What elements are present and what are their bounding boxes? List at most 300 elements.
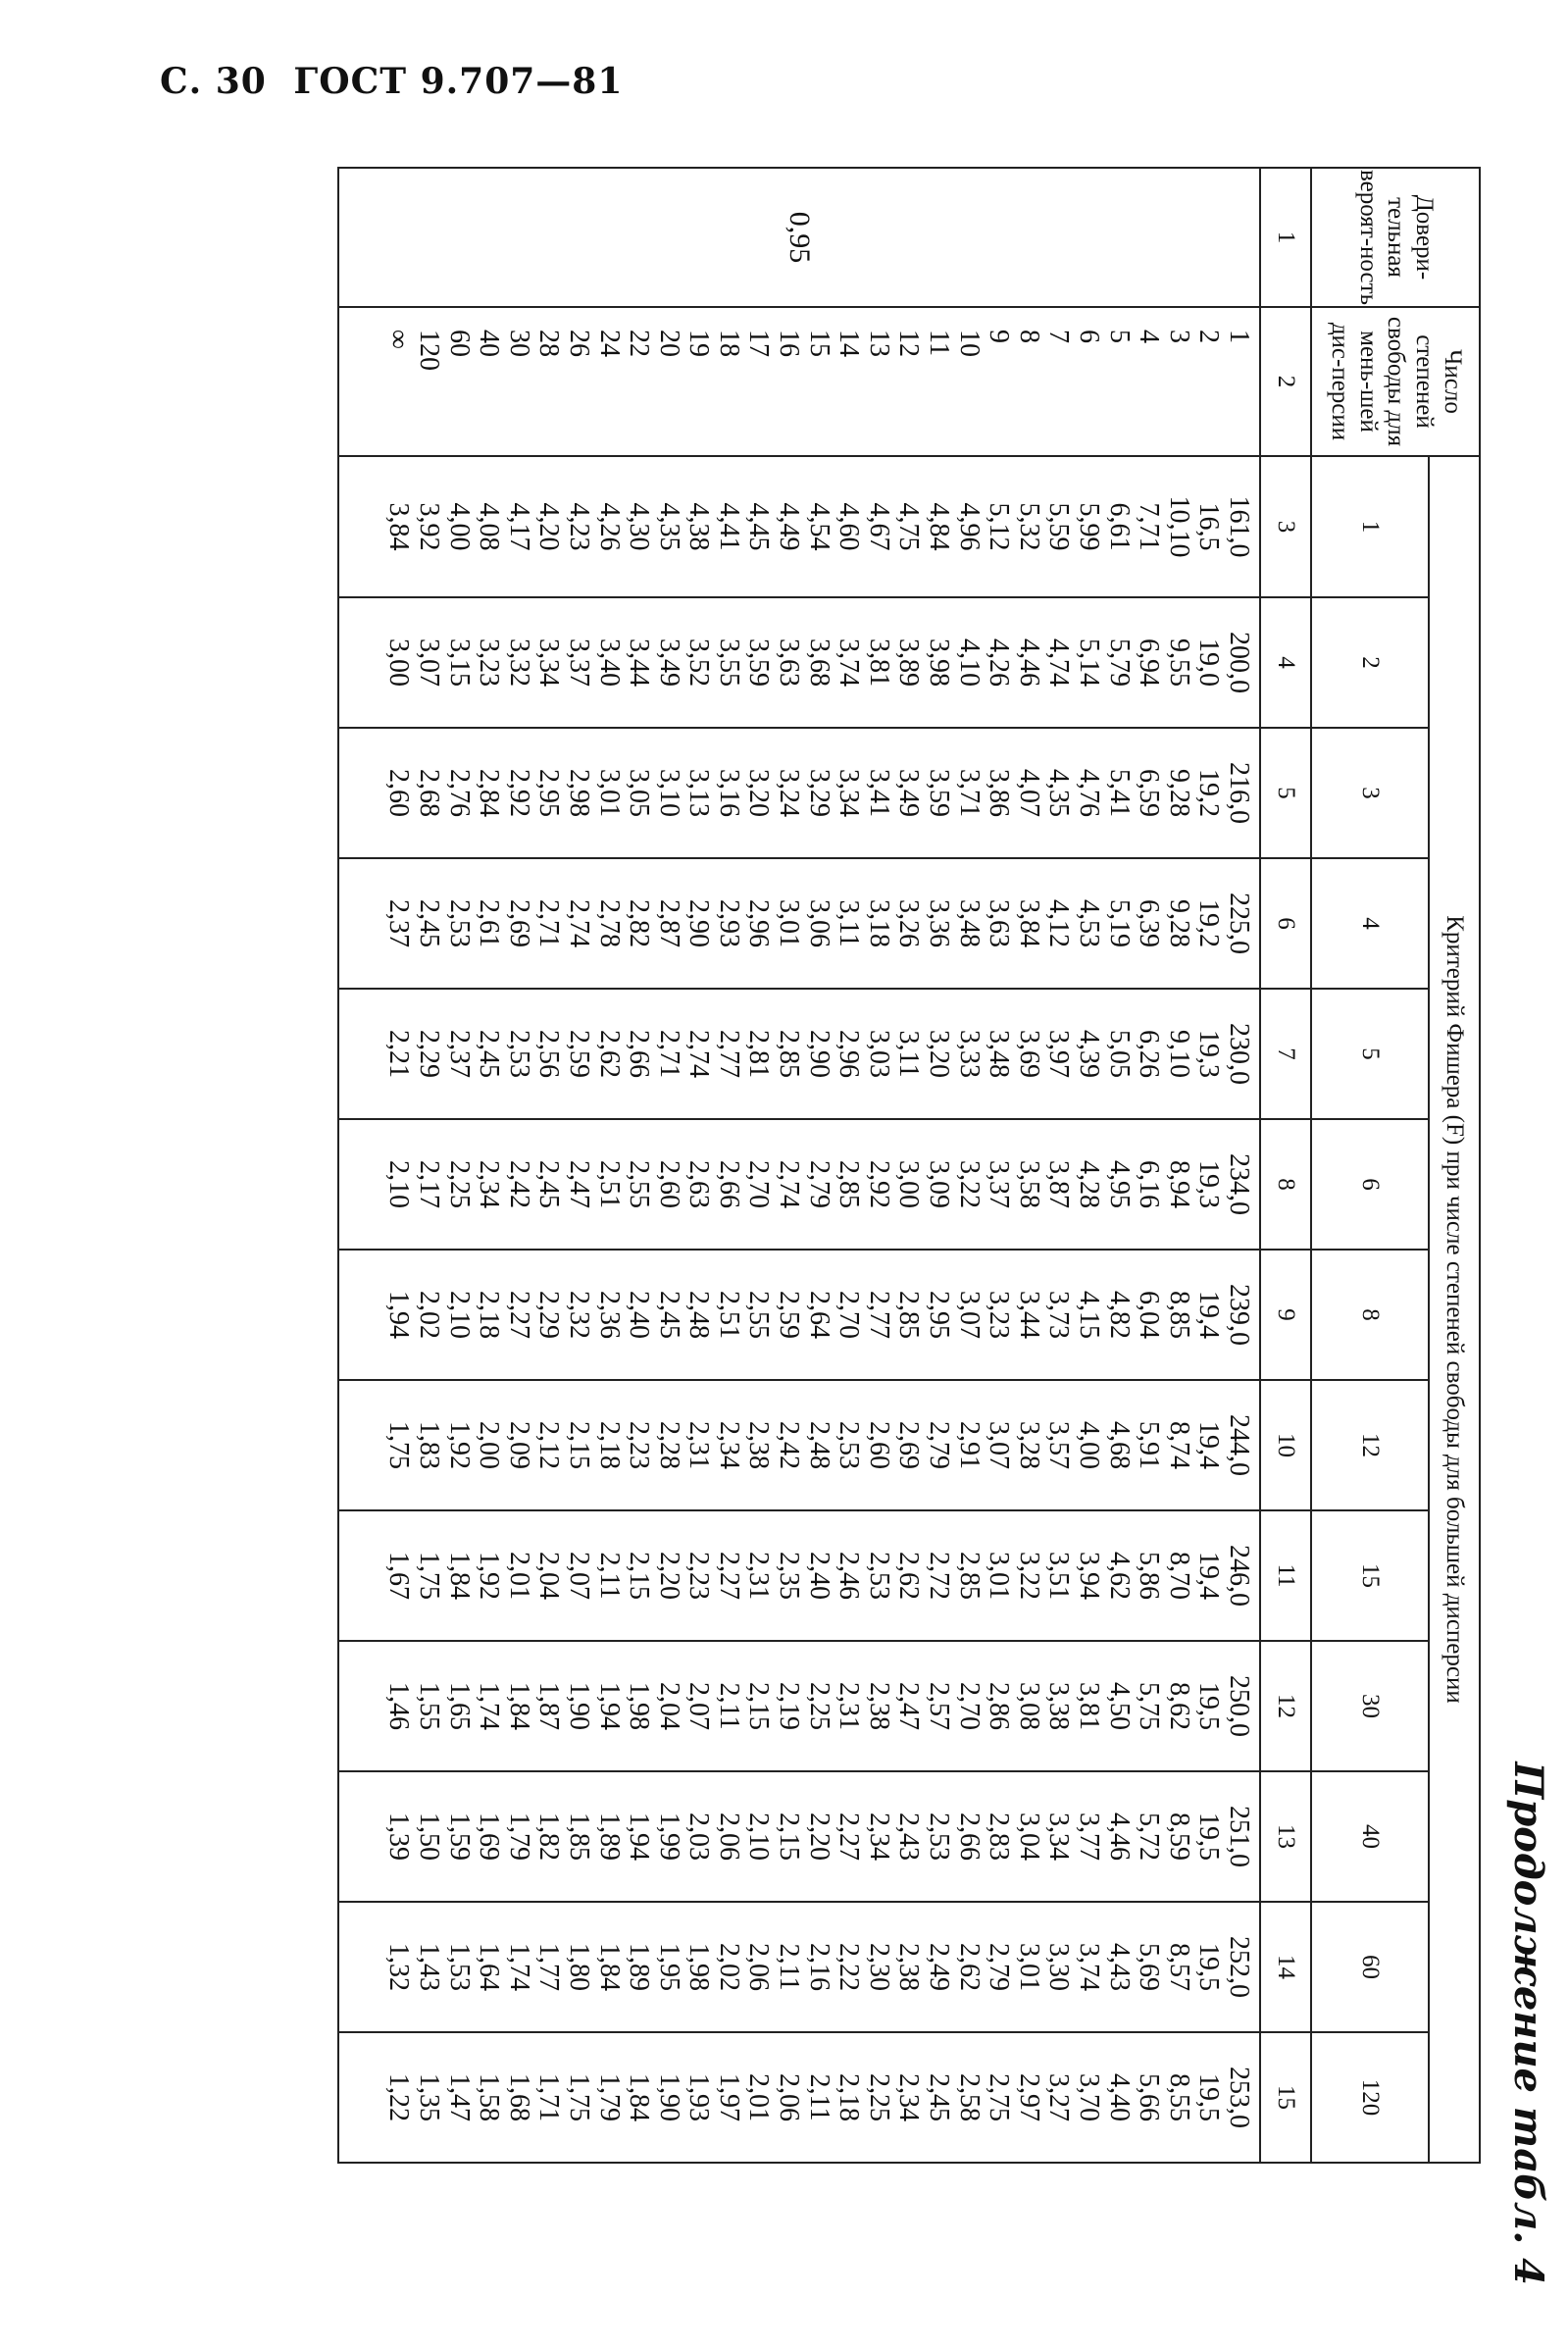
f-value: 1,89 (593, 1813, 625, 1861)
f-value: 3,81 (863, 638, 894, 687)
f-value: 1,80 (563, 1943, 594, 1991)
f-value: 239,0 (1224, 1284, 1254, 1346)
f-value: 1,84 (624, 2073, 655, 2121)
f-value: 3,97 (1043, 1030, 1075, 1078)
f-value: 3,51 (1043, 1552, 1075, 1600)
df-small-value: 3 (1163, 330, 1194, 343)
f-value: 2,45 (413, 899, 444, 947)
f-value: 3,63 (774, 638, 805, 687)
df-small-value: 19 (683, 330, 715, 357)
f-value: 2,69 (893, 1421, 925, 1469)
f-value: 3,09 (924, 1160, 955, 1208)
f-value: 3,23 (474, 638, 505, 687)
f-value: 10,10 (1163, 495, 1194, 558)
f-value: 3,07 (984, 1421, 1015, 1469)
f-value: 3,44 (1013, 1291, 1044, 1339)
f-value: 3,59 (743, 638, 775, 687)
f-value: 3,16 (713, 769, 744, 817)
f-value: 3,38 (1043, 1682, 1075, 1730)
f-value: 2,03 (683, 1813, 715, 1861)
f-value: 2,96 (834, 1030, 865, 1078)
f-value: 2,47 (893, 1682, 925, 1730)
f-value: 5,72 (1134, 1813, 1165, 1861)
standard-number: ГОСТ 9.707—81 (293, 61, 624, 102)
f-value: 2,00 (474, 1421, 505, 1469)
f-value: 1,92 (474, 1552, 505, 1600)
f-value: 2,57 (924, 1682, 955, 1730)
f-value: 1,84 (593, 1943, 625, 1991)
f-value: 3,40 (593, 638, 625, 687)
f-value: 5,79 (1103, 638, 1135, 687)
f-value: 2,23 (624, 1421, 655, 1469)
f-value: 4,74 (1043, 638, 1075, 687)
f-value: 3,33 (953, 1030, 985, 1078)
column-number: 15 (1260, 2032, 1311, 2163)
f-value: 9,55 (1163, 638, 1194, 687)
f-value: 2,38 (743, 1421, 775, 1469)
f-value: 3,30 (1043, 1943, 1075, 1991)
f-value: 3,37 (984, 1160, 1015, 1208)
f-value: 4,54 (803, 502, 835, 551)
f-value: 2,56 (533, 1030, 565, 1078)
f-value: 8,59 (1163, 1813, 1194, 1861)
f-value: 2,25 (443, 1160, 475, 1208)
f-value: 19,2 (1193, 899, 1225, 947)
f-value: 3,48 (953, 899, 985, 947)
f-value: 2,11 (593, 1552, 625, 1600)
f-value: 3,49 (653, 638, 684, 687)
f-value: 2,07 (683, 1682, 715, 1730)
f-value: 3,28 (1013, 1421, 1044, 1469)
f-value: 2,45 (474, 1030, 505, 1078)
f-value: 2,68 (413, 769, 444, 817)
f-value: 3,24 (774, 769, 805, 817)
f-value: 3,34 (533, 638, 565, 687)
f-value: 2,10 (443, 1291, 475, 1339)
df-small-value: 9 (984, 330, 1015, 343)
f-value: 3,63 (984, 899, 1015, 947)
f-value: 4,26 (593, 502, 625, 551)
df-large-header: 120 (1311, 2032, 1429, 2163)
f-value: 1,68 (503, 2073, 534, 2121)
df-small-value: 120 (413, 330, 444, 371)
f-value: 8,55 (1163, 2073, 1194, 2121)
f-value: 4,62 (1103, 1552, 1135, 1600)
f-value: 2,70 (743, 1160, 775, 1208)
f-value: 5,91 (1134, 1421, 1165, 1469)
f-value-column (338, 1119, 1260, 1250)
f-value: 8,94 (1163, 1160, 1194, 1208)
f-value: 3,87 (1043, 1160, 1075, 1208)
f-value: 2,49 (924, 1943, 955, 1991)
df-small-value: ∞ (383, 330, 415, 349)
f-value: 5,99 (1074, 502, 1105, 551)
f-value: 2,11 (774, 1943, 805, 1991)
f-value: 2,36 (593, 1291, 625, 1339)
f-value: 2,92 (863, 1160, 894, 1208)
f-value: 2,77 (713, 1030, 744, 1078)
f-value: 3,52 (683, 638, 715, 687)
f-value: 2,45 (653, 1291, 684, 1339)
f-value: 2,85 (953, 1552, 985, 1600)
f-value: 7,71 (1134, 502, 1165, 551)
f-value: 2,77 (863, 1291, 894, 1339)
f-value: 3,01 (774, 899, 805, 947)
f-value: 2,40 (803, 1552, 835, 1600)
df-small-value: 6 (1074, 330, 1105, 343)
f-value: 3,22 (1013, 1552, 1044, 1600)
f-value: 2,79 (984, 1943, 1015, 1991)
f-value: 2,66 (713, 1160, 744, 1208)
f-value: 251,0 (1224, 1806, 1254, 1867)
f-value: 3,86 (984, 769, 1015, 817)
df-small-value: 1 (1224, 330, 1254, 343)
f-value: 5,05 (1103, 1030, 1135, 1078)
f-value: 253,0 (1224, 2067, 1254, 2128)
rotated-table-area (216, 167, 1549, 2295)
f-value: 2,02 (713, 1943, 744, 1991)
f-value: 4,20 (533, 502, 565, 551)
f-value: 19,5 (1193, 1813, 1225, 1861)
f-value: 3,84 (1013, 899, 1044, 947)
f-value-column (338, 1641, 1260, 1771)
f-value: 2,85 (893, 1291, 925, 1339)
f-value: 2,53 (924, 1813, 955, 1861)
f-value: 4,96 (953, 502, 985, 551)
f-value: 19,4 (1193, 1552, 1225, 1600)
f-value: 19,5 (1193, 1943, 1225, 1991)
f-value: 3,89 (893, 638, 925, 687)
f-value: 1,55 (413, 1682, 444, 1730)
f-value: 2,15 (743, 1682, 775, 1730)
df-small-value: 7 (1043, 330, 1075, 343)
f-value: 4,00 (1074, 1421, 1105, 1469)
f-value: 5,69 (1134, 1943, 1165, 1991)
f-value: 2,16 (803, 1943, 835, 1991)
f-value: 1,84 (503, 1682, 534, 1730)
f-value: 3,92 (413, 502, 444, 551)
f-value: 1,53 (443, 1943, 475, 1991)
f-value: 4,08 (474, 502, 505, 551)
f-value: 3,22 (953, 1160, 985, 1208)
f-value: 4,15 (1074, 1291, 1105, 1339)
df-small-value: 14 (834, 330, 865, 357)
f-value: 2,72 (924, 1552, 955, 1600)
f-value: 3,15 (443, 638, 475, 687)
f-value: 2,53 (863, 1552, 894, 1600)
f-value: 8,70 (1163, 1552, 1194, 1600)
column-number: 5 (1260, 728, 1311, 858)
f-value: 2,06 (743, 1943, 775, 1991)
f-value: 4,53 (1074, 899, 1105, 947)
f-value: 2,35 (774, 1552, 805, 1600)
f-value: 1,83 (413, 1421, 444, 1469)
f-value: 2,34 (474, 1160, 505, 1208)
column-number: 2 (1260, 307, 1311, 456)
f-value: 1,75 (383, 1421, 415, 1469)
f-value: 2,34 (893, 2073, 925, 2121)
f-value: 2,17 (413, 1160, 444, 1208)
f-value: 3,41 (863, 769, 894, 817)
f-value: 4,41 (713, 502, 744, 551)
f-value: 2,66 (624, 1030, 655, 1078)
f-value: 5,12 (984, 502, 1015, 551)
f-value: 5,41 (1103, 769, 1135, 817)
f-value: 1,32 (383, 1943, 415, 1991)
df-large-header: 2 (1311, 597, 1429, 728)
f-value-column (338, 1380, 1260, 1510)
f-value: 1,39 (383, 1813, 415, 1861)
f-value: 2,22 (834, 1943, 865, 1991)
df-small-value: 5 (1103, 330, 1135, 343)
f-value: 4,30 (624, 502, 655, 551)
f-value: 1,47 (443, 2073, 475, 2121)
f-value: 1,75 (413, 1552, 444, 1600)
f-value: 1,99 (653, 1813, 684, 1861)
f-value: 2,90 (803, 1030, 835, 1078)
column-number: 13 (1260, 1771, 1311, 1902)
df-small-value: 12 (893, 330, 925, 357)
f-value: 2,58 (953, 2073, 985, 2121)
df-small-value: 16 (774, 330, 805, 357)
f-value: 2,18 (593, 1421, 625, 1469)
f-value: 3,71 (953, 769, 985, 817)
f-value: 2,23 (683, 1552, 715, 1600)
f-value: 2,01 (743, 2073, 775, 2121)
f-value: 5,75 (1134, 1682, 1165, 1730)
f-value: 2,95 (924, 1291, 955, 1339)
f-value: 3,27 (1043, 2073, 1075, 2121)
f-value: 8,57 (1163, 1943, 1194, 1991)
f-value: 1,82 (533, 1813, 565, 1861)
f-value: 4,35 (1043, 769, 1075, 817)
f-value: 2,20 (653, 1552, 684, 1600)
f-value: 4,60 (834, 502, 865, 551)
f-value: 2,76 (443, 769, 475, 817)
f-value: 4,40 (1103, 2073, 1135, 2121)
f-value: 4,26 (984, 638, 1015, 687)
column-number: 10 (1260, 1380, 1311, 1510)
f-value: 6,26 (1134, 1030, 1165, 1078)
group-header: Критерий Фишера (F) при числе степеней свободы для большей дисперсии (1429, 456, 1480, 2163)
f-value-column (338, 456, 1260, 597)
f-value: 1,35 (413, 2073, 444, 2121)
f-value: 3,20 (743, 769, 775, 817)
f-value: 4,76 (1074, 769, 1105, 817)
f-value: 4,35 (653, 502, 684, 551)
f-value: 6,94 (1134, 638, 1165, 687)
f-value: 4,67 (863, 502, 894, 551)
f-value: 2,19 (774, 1682, 805, 1730)
f-value: 1,74 (474, 1682, 505, 1730)
f-value: 4,28 (1074, 1160, 1105, 1208)
f-value: 19,5 (1193, 1682, 1225, 1730)
f-value: 9,28 (1163, 899, 1194, 947)
f-value-column (338, 2032, 1260, 2163)
f-value: 2,34 (713, 1421, 744, 1469)
f-value: 16,5 (1193, 502, 1225, 551)
column-number: 14 (1260, 1902, 1311, 2032)
df-small-value: 26 (563, 330, 594, 357)
f-value: 2,09 (503, 1421, 534, 1469)
f-value: 250,0 (1224, 1675, 1254, 1737)
df-small-value: 28 (533, 330, 565, 357)
f-value: 4,45 (743, 502, 775, 551)
f-value: 2,83 (984, 1813, 1015, 1861)
df-small-value: 60 (443, 330, 475, 357)
f-value: 2,86 (984, 1682, 1015, 1730)
f-value: 2,38 (893, 1943, 925, 1991)
f-value: 1,65 (443, 1682, 475, 1730)
f-value: 2,53 (834, 1421, 865, 1469)
f-value: 2,97 (1013, 2073, 1044, 2121)
f-value: 1,94 (624, 1813, 655, 1861)
f-value: 4,38 (683, 502, 715, 551)
f-value: 225,0 (1224, 893, 1254, 954)
f-value-column (338, 728, 1260, 858)
f-value: 1,75 (563, 2073, 594, 2121)
f-value: 244,0 (1224, 1414, 1254, 1476)
f-value: 4,10 (953, 638, 985, 687)
f-value: 4,95 (1103, 1160, 1135, 1208)
f-value: 2,02 (413, 1291, 444, 1339)
f-value: 2,07 (563, 1552, 594, 1600)
f-value-column (338, 597, 1260, 728)
fisher-table (337, 167, 1481, 2164)
f-value: 2,60 (653, 1160, 684, 1208)
f-value: 1,97 (713, 2073, 744, 2121)
f-value: 3,84 (383, 502, 415, 551)
f-value: 2,63 (683, 1160, 715, 1208)
f-value: 252,0 (1224, 1936, 1254, 1998)
f-value: 2,28 (653, 1421, 684, 1469)
f-value: 4,17 (503, 502, 534, 551)
f-value: 4,49 (774, 502, 805, 551)
f-value: 2,47 (563, 1160, 594, 1208)
f-value: 2,93 (713, 899, 744, 947)
f-value: 3,04 (1013, 1813, 1044, 1861)
f-value: 2,43 (893, 1813, 925, 1861)
f-value: 2,15 (774, 1813, 805, 1861)
f-value: 19,3 (1193, 1030, 1225, 1078)
f-value: 1,22 (383, 2073, 415, 2121)
df-small-value: 4 (1134, 330, 1165, 343)
f-value: 3,55 (713, 638, 744, 687)
f-value: 3,11 (834, 899, 865, 947)
f-value: 3,74 (834, 638, 865, 687)
f-value: 2,79 (803, 1160, 835, 1208)
f-value: 2,15 (563, 1421, 594, 1469)
f-value: 4,07 (1013, 769, 1044, 817)
f-value: 2,55 (743, 1291, 775, 1339)
f-value: 2,20 (803, 1813, 835, 1861)
f-value: 1,84 (443, 1552, 475, 1600)
f-value: 3,00 (893, 1160, 925, 1208)
df-large-header: 4 (1311, 858, 1429, 989)
f-value: 3,01 (1013, 1943, 1044, 1991)
df-small-value: 40 (474, 330, 505, 357)
f-value: 1,90 (653, 2073, 684, 2121)
page-header (160, 61, 636, 102)
df-large-header: 12 (1311, 1380, 1429, 1510)
f-value-column (338, 1902, 1260, 2032)
df-large-header: 3 (1311, 728, 1429, 858)
f-value: 1,94 (593, 1682, 625, 1730)
df-large-header: 5 (1311, 989, 1429, 1119)
f-value: 2,37 (443, 1030, 475, 1078)
column-number: 7 (1260, 989, 1311, 1119)
f-value: 2,74 (774, 1160, 805, 1208)
f-value: 1,67 (383, 1552, 415, 1600)
df-large-header: 1 (1311, 456, 1429, 597)
f-value: 4,75 (893, 502, 925, 551)
f-value: 2,81 (743, 1030, 775, 1078)
f-value: 2,53 (503, 1030, 534, 1078)
f-value: 6,39 (1134, 899, 1165, 947)
f-value: 9,28 (1163, 769, 1194, 817)
f-value: 230,0 (1224, 1023, 1254, 1085)
f-value: 1,43 (413, 1943, 444, 1991)
column-number: 6 (1260, 858, 1311, 989)
f-value: 1,92 (443, 1421, 475, 1469)
f-value: 2,96 (743, 899, 775, 947)
f-value: 19,5 (1193, 2073, 1225, 2121)
f-value-column (338, 989, 1260, 1119)
f-value: 2,27 (713, 1552, 744, 1600)
f-value: 246,0 (1224, 1545, 1254, 1607)
f-value: 1,50 (413, 1813, 444, 1861)
f-value-column (338, 1771, 1260, 1902)
f-value: 3,32 (503, 638, 534, 687)
df-large-header: 15 (1311, 1510, 1429, 1641)
f-value: 2,25 (803, 1682, 835, 1730)
column-number: 3 (1260, 456, 1311, 597)
f-value: 3,48 (984, 1030, 1015, 1078)
df-large-header: 6 (1311, 1119, 1429, 1250)
f-value: 2,74 (563, 899, 594, 947)
f-value: 2,78 (593, 899, 625, 947)
f-value: 1,64 (474, 1943, 505, 1991)
f-value: 4,84 (924, 502, 955, 551)
f-value: 2,04 (653, 1682, 684, 1730)
f-value: 9,10 (1163, 1030, 1194, 1078)
f-value: 4,43 (1103, 1943, 1135, 1991)
f-value: 2,29 (413, 1030, 444, 1078)
f-value: 3,20 (924, 1030, 955, 1078)
f-value: 6,16 (1134, 1160, 1165, 1208)
f-value: 2,18 (834, 2073, 865, 2121)
f-value: 216,0 (1224, 762, 1254, 824)
column-number: 8 (1260, 1119, 1311, 1250)
f-value: 2,31 (743, 1552, 775, 1600)
f-value: 3,73 (1043, 1291, 1075, 1339)
f-value: 2,71 (533, 899, 565, 947)
f-value: 2,29 (533, 1291, 565, 1339)
f-value: 2,25 (863, 2073, 894, 2121)
f-value: 2,91 (953, 1421, 985, 1469)
f-value: 2,10 (743, 1813, 775, 1861)
f-value: 161,0 (1224, 495, 1254, 558)
f-value: 2,31 (683, 1421, 715, 1469)
column-number: 11 (1260, 1510, 1311, 1641)
f-value: 2,92 (503, 769, 534, 817)
f-value: 2,48 (803, 1421, 835, 1469)
f-value: 2,60 (383, 769, 415, 817)
f-value: 2,37 (383, 899, 415, 947)
f-value: 1,79 (503, 1813, 534, 1861)
page-number: С. 30 (160, 61, 267, 102)
f-value: 2,64 (803, 1291, 835, 1339)
